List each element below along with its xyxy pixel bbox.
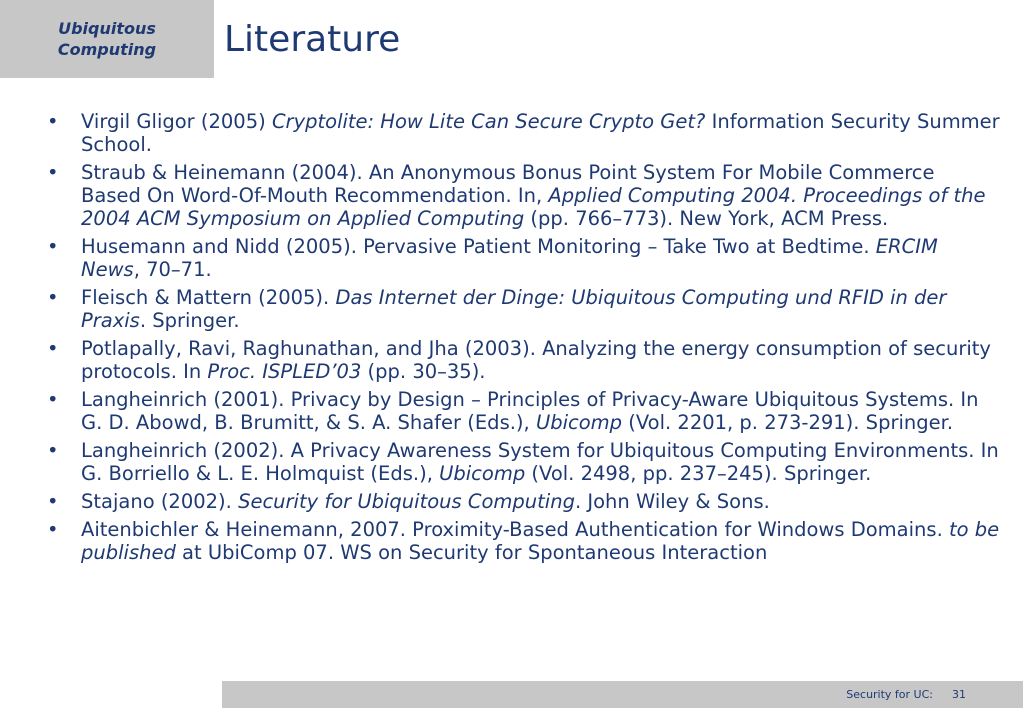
reference-italic-text: Ubicomp	[535, 411, 623, 434]
footer-bar	[222, 681, 1023, 708]
bullet-icon: •	[47, 439, 59, 462]
corner-label-line1: Ubiquitous	[58, 19, 156, 38]
page-number: 31	[952, 688, 966, 701]
reference-text: Information Security Summer School.	[81, 110, 1000, 156]
bullet-icon: •	[47, 235, 59, 258]
bullet-icon: •	[47, 161, 59, 184]
reference-item	[0, 388, 1000, 434]
reference-text: Husemann and Nidd (2005). Pervasive Patient Monitoring – Take Two at Bedtime.	[81, 235, 876, 258]
reference-item	[0, 161, 1000, 230]
reference-item	[0, 110, 1000, 156]
reference-italic-text: Das Internet der Dinge: Ubiquitous Computing und RFID in der Praxis	[81, 286, 947, 332]
reference-text: Fleisch & Mattern (2005).	[81, 286, 336, 309]
reference-italic-text: to be published	[81, 518, 1000, 564]
bullet-icon: •	[47, 286, 59, 309]
reference-text: (pp. 30–35).	[361, 360, 486, 383]
reference-italic-text: Security for Ubiquitous Computing	[238, 490, 575, 513]
reference-item	[0, 490, 1000, 513]
reference-italic-text: Cryptolite: How Lite Can Secure Crypto Get?	[271, 110, 706, 133]
page-title: Literature	[224, 19, 401, 60]
reference-text: Langheinrich (2001). Privacy by Design – Principles of Privacy-Aware Ubiquitous Systems. In G. D. Abowd, B. Brumitt, & S. A. Shafer (Eds.),	[81, 388, 979, 434]
reference-text: Langheinrich (2002). A Privacy Awareness System for Ubiquitous Computing Environments. In G. Borriello & L. E. Holmquist (Eds.),	[81, 439, 999, 485]
reference-text: Virgil Gligor (2005)	[81, 110, 272, 133]
reference-list	[0, 110, 1000, 569]
reference-item	[0, 518, 1000, 564]
reference-text: at UbiComp 07. WS on Security for Spontaneous Interaction	[175, 541, 768, 564]
bullet-icon: •	[47, 518, 59, 541]
reference-item	[0, 439, 1000, 485]
bullet-icon: •	[47, 337, 59, 360]
reference-text: (Vol. 2201, p. 273-291). Springer.	[622, 411, 954, 434]
reference-text: (Vol. 2498, pp. 237–245). Springer.	[525, 462, 872, 485]
reference-text: . Springer.	[139, 309, 240, 332]
corner-label-line2: Computing	[57, 40, 157, 59]
reference-italic-text: Applied Computing 2004. Proceedings of the 2004 ACM Symposium on Applied Computing	[81, 184, 986, 230]
reference-text: Aitenbichler & Heinemann, 2007. Proximity-Based Authentication for Windows Domains.	[81, 518, 949, 541]
reference-italic-text: ERCIM News	[81, 235, 938, 281]
bullet-icon: •	[47, 490, 59, 513]
reference-item	[0, 286, 1000, 332]
corner-label-box	[0, 0, 214, 78]
reference-text: , 70–71.	[133, 258, 212, 281]
reference-text: Stajano (2002).	[81, 490, 239, 513]
reference-italic-text: Ubicomp	[439, 462, 526, 485]
bullet-icon: •	[47, 110, 59, 133]
bullet-icon: •	[47, 388, 59, 411]
reference-text: . John Wiley & Sons.	[574, 490, 770, 513]
footer-label: Security for UC:	[846, 688, 933, 701]
reference-text: Straub & Heinemann (2004). An Anonymous Bonus Point System For Mobile Commerce Based On Word-Of-Mouth Recommendation. In,	[81, 161, 935, 207]
reference-italic-text: Proc. ISPLED’03	[207, 360, 362, 383]
reference-item	[0, 235, 1000, 281]
reference-text: (pp. 766–773). New York, ACM Press.	[524, 207, 889, 230]
reference-item	[0, 337, 1000, 383]
reference-text: Potlapally, Ravi, Raghunathan, and Jha (2003). Analyzing the energy consumption of security protocols. In	[81, 337, 991, 383]
